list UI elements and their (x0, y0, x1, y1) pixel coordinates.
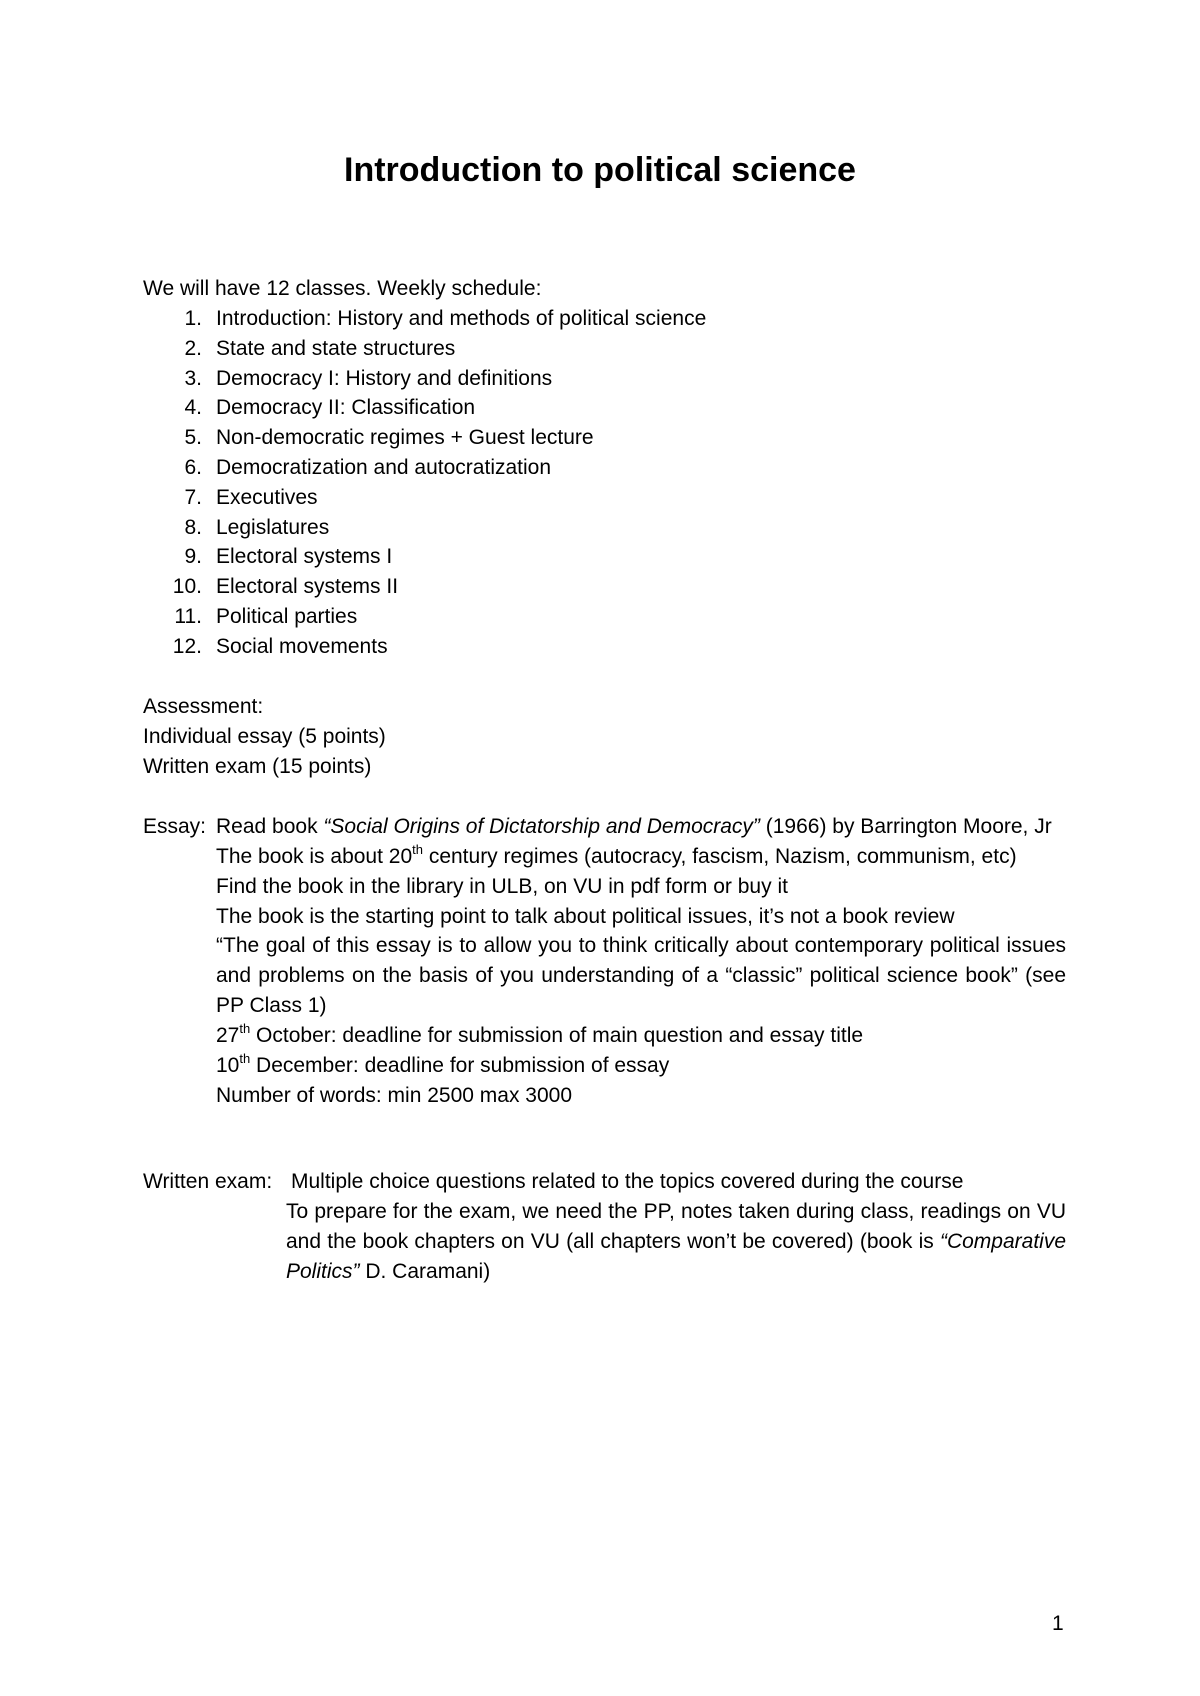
essay-deadline-title: 27th October: deadline for submission of main question and essay title (216, 1021, 864, 1048)
document-page: Introduction to political science We will have 12 classes. Weekly schedule: 1. Introduction: History and methods of political science 2. State and state structures 3. Democracy I: History and definitions 4. Democracy II: Classification 5. Non-democratic regimes + Guest lecture 6. Democratization and autocratization 7. Executives 8. Legislatures 9. Electoral systems I 10. Electoral systems II 11. Political parties 12. Social movements Assessment: Individual essay (5 points) Written exam (15 points) Essay: Read book “Social Origins of Dictatorship and Democracy” (1966) by Barrington Moore, Jr The book is about 20th century regimes (autocracy, fascism, Nazism, communism, etc) Find the book in the library in ULB, on VU in pdf form or buy it The book is the starting point to talk about political issues, it’s not a book review “The goal of this essay is to allow you to think critically about contemporary political issues and problems on the basis of you understanding of a “classic” political science book” (see PP Class 1) 27th October: deadline for submission of main question and essay title 10th December: deadline for submission of essay Number of words: min 2500 max 3000 Written exam: Multiple choice questions related to the topics covered during the course To prepare for the exam, we need the PP, notes taken during class, readings on VU and the book chapters on VU (all chapters won’t be covered) (book is “Comparative Politics” D. Caramani) 1 (0, 0, 1200, 1696)
essay-details (216, 812, 1066, 1111)
essay-deadline-submission: 10th December: deadline for submission of essay (216, 1051, 670, 1078)
essay-book-line: Read book “Social Origins of Dictatorship and Democracy” (1966) by Barrington Moore, Jr (216, 815, 1052, 838)
essay-word-count: Number of words: min 2500 max 3000 (216, 1083, 573, 1107)
exam-label: Written exam: (143, 1170, 273, 1193)
page-number: 1 (1052, 1612, 1064, 1635)
schedule-intro: We will have 12 classes. Weekly schedule: (143, 277, 542, 300)
exam-description: Multiple choice questions related to the topics covered during the course (291, 1170, 964, 1193)
assessment-exam-points: Written exam (15 points) (143, 754, 372, 778)
assessment-essay-points: Individual essay (5 points) (143, 724, 386, 748)
assessment-heading: Assessment: (143, 695, 264, 718)
essay-goal-quote: “The goal of this essay is to allow you to think critically about contemporary political issues and problems on the basis of you understanding of a “classic” political science book” (see PP Class 1) (216, 934, 1066, 1018)
exam-preparation: To prepare for the exam, we need the PP, notes taken during class, readings on VU and the book chapters on VU (all chapters won’t be covered) (book is “Comparative Politics” D. Caramani) (286, 1200, 1066, 1283)
essay-about-line: The book is about 20th century regimes (autocracy, fascism, Nazism, communism, etc) (216, 842, 1017, 868)
essay-starting-line: The book is the starting point to talk about political issues, it’s not a book review (216, 904, 955, 928)
assessment-section (143, 692, 386, 781)
exam-book-title: “Comparative Politics” (286, 1230, 1066, 1283)
essay-book-title: “Social Origins of Dictatorship and Democracy” (323, 815, 760, 838)
essay-find-line: Find the book in the library in ULB, on VU in pdf form or buy it (216, 874, 788, 898)
page-title: Introduction to political science (344, 151, 856, 189)
essay-label: Essay: (143, 815, 207, 838)
